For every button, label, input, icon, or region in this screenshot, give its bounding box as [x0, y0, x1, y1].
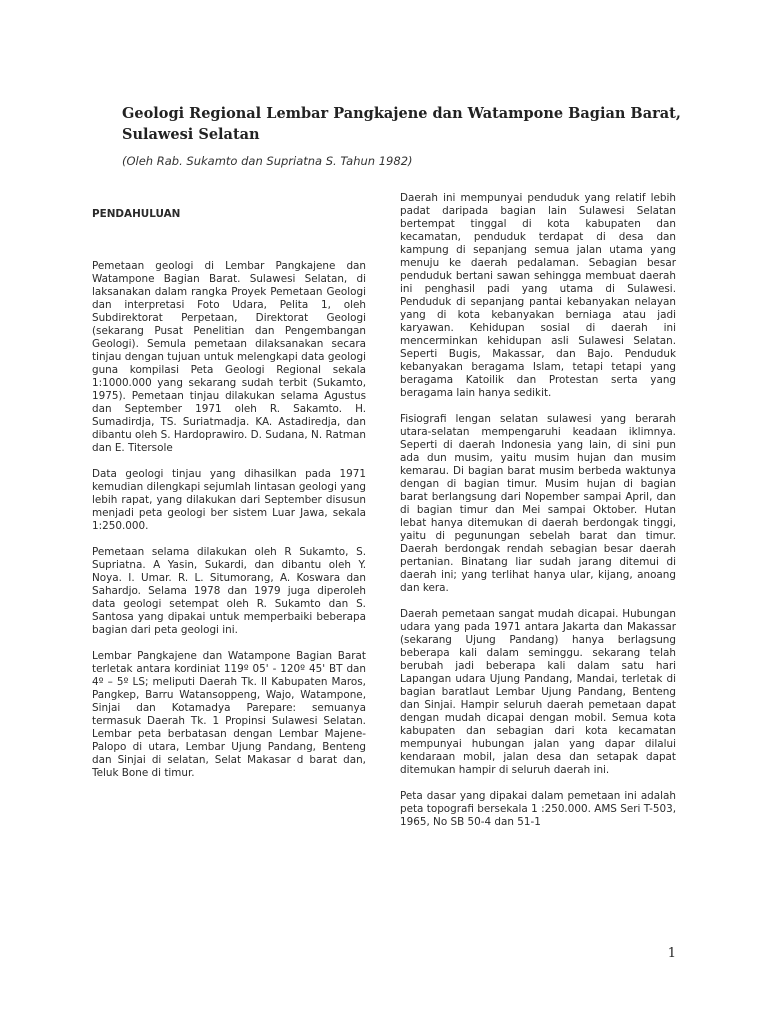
left-column: [92, 208, 366, 793]
right-column: [400, 192, 676, 842]
paragraph: Data geologi tinjau yang dihasilkan pada 1971 kemudian dilengkapi sejumlah lintasan geologi yang lebih rapat, yang dilakukan dari September disusun menjadi peta geologi ber sistem Luar Jawa, sekala 1:250.000.: [92, 468, 366, 532]
author-line: (Oleh Rab. Sukamto dan Supriatna S. Tahun 1982): [122, 154, 413, 168]
paragraph: Pemetaan selama dilakukan oleh R Sukamto, S. Supriatna. A Yasin, Sukardi, dan dibantu oleh Y. Noya. I. Umar. R. L. Situmorang, A. Koswara dan Sahardjo. Selama 1978 dan 1979 juga diperoleh data geologi setempat oleh R. Sukamto dan S. Santosa yang dipakai untuk memperbaiki beberapa bagian dari peta geologi ini.: [92, 546, 366, 636]
page-number: 1: [667, 946, 676, 961]
section-heading: PENDAHULUAN: [92, 208, 181, 220]
paragraph: Lembar Pangkajene dan Watampone Bagian Barat terletak antara kordiniat 119º 05' - 120º 45' BT dan 4º – 5º LS; meliputi Daerah Tk. II Kabupaten Maros, Pangkep, Barru Watansoppeng, Wajo, Watampone, Sinjai dan Kotamadya Parepare: semuanya termasuk Daerah Tk. 1 Propinsi Sulawesi Selatan. Lembar peta berbatasan dengan Lembar Majene-Palopo di utara, Lembar Ujung Pandang, Benteng dan Sinjai di selatan, Selat Makasar d barat dan, Teluk Bone di timur.: [92, 650, 366, 779]
document-title: Geologi Regional Lembar Pangkajene dan Watampone Bagian Barat, Sulawesi Selatan: [122, 105, 681, 143]
paragraph: Daerah pemetaan sangat mudah dicapai. Hubungan udara yang pada 1971 antara Jakarta dan Makassar (sekarang Ujung Pandang) hanya berlagsung beberapa kali dalam seminggu. sekarang telah berubah jadi beberapa kali dalam satu hari Lapangan udara Ujung Pandang, Mandai, terletak di bagian baratlaut Lembar Ujung Pandang, Benteng dan Sinjai. Hampir seluruh daerah pemetaan dapat dengan mudah dicapai dengan mobil. Semua kota kabupaten dan sebagian dari kota kecamatan mempunyai hubungan jalan yang dapar dilalui kendaraan mobil, jalan desa dan setapak dapat ditemukan hampir di seluruh daerah ini.: [400, 608, 676, 776]
paragraph: Daerah ini mempunyai penduduk yang relatif lebih padat daripada bagian lain Sulawesi Selatan bertempat tinggal di kota kabupaten dan kecamatan, penduduk terdapat di desa dan kampung di sepanjang semua jalan utama yang menuju ke daerah pedalaman. Sebagian besar penduduk bertani sawan sehingga membuat daerah ini penghasil padi yang utama di Sulawesi. Penduduk di sepanjang pantai kebanyakan nelayan yang di kota kebanyakan berniaga atau jadi karyawan. Kehidupan sosial di daerah ini mencerminkan kehidupan asli Sulawesi Selatan. Seperti Bugis, Makassar, dan Bajo. Penduduk kebanyakan beragama Islam, tetapi tetapi yang beragama Katoilik dan Protestan serta yang beragama lain hanya sedikit.: [400, 192, 676, 399]
paragraph: Peta dasar yang dipakai dalam pemetaan ini adalah peta topografi bersekala 1 :250.000. AMS Seri T-503, 1965, No SB 50-4 dan 51-1: [400, 790, 676, 828]
paragraph: Fisiografi lengan selatan sulawesi yang berarah utara-selatan mempengaruhi keadaan iklimnya. Seperti di daerah Indonesia yang lain, di sini pun ada dun musim, yaitu musim hujan dan musim kemarau. Di bagian barat musim berbeda waktunya dengan di bagian timur. Musim hujan di bagian barat berlangsung dari Nopember sampai April, dan di bagian timur dan Mei sampai Oktober. Hutan lebat hanya ditemukan di daerah berdongak tinggi, yaitu di pegunungan sebelah barat dan timur. Daerah berdongak rendah sebagian besar daerah pertanian. Binatang liar sudah jarang ditemui di daerah ini; yang terlihat hanya ular, kijang, anoang dan kera.: [400, 413, 676, 594]
paragraph: Pemetaan geologi di Lembar Pangkajene dan Watampone Bagian Barat. Sulawesi Selatan, di laksanakan dalam rangka Proyek Pemetaan Geologi dan interpretasi Foto Udara, Pelita 1, oleh Subdirektorat Perpetaan, Direktorat Geologi (sekarang Pusat Penelitian dan Pengembangan Geologi). Semula pemetaan dilaksanakan secara tinjau dengan tujuan untuk melengkapi data geologi guna kompilasi Peta Geologi Regional sekala 1:1000.000 yang sekarang sudah terbit (Sukamto, 1975). Pemetaan tinjau dilakukan selama Agustus dan September 1971 oleh R. Sakamto. H. Sumadirdja, TS. Suriatmadja. KA. Astadiredja, dan dibantu oleh S. Hardoprawiro. D. Sudana, N. Ratman dan E. Titersole: [92, 260, 366, 454]
